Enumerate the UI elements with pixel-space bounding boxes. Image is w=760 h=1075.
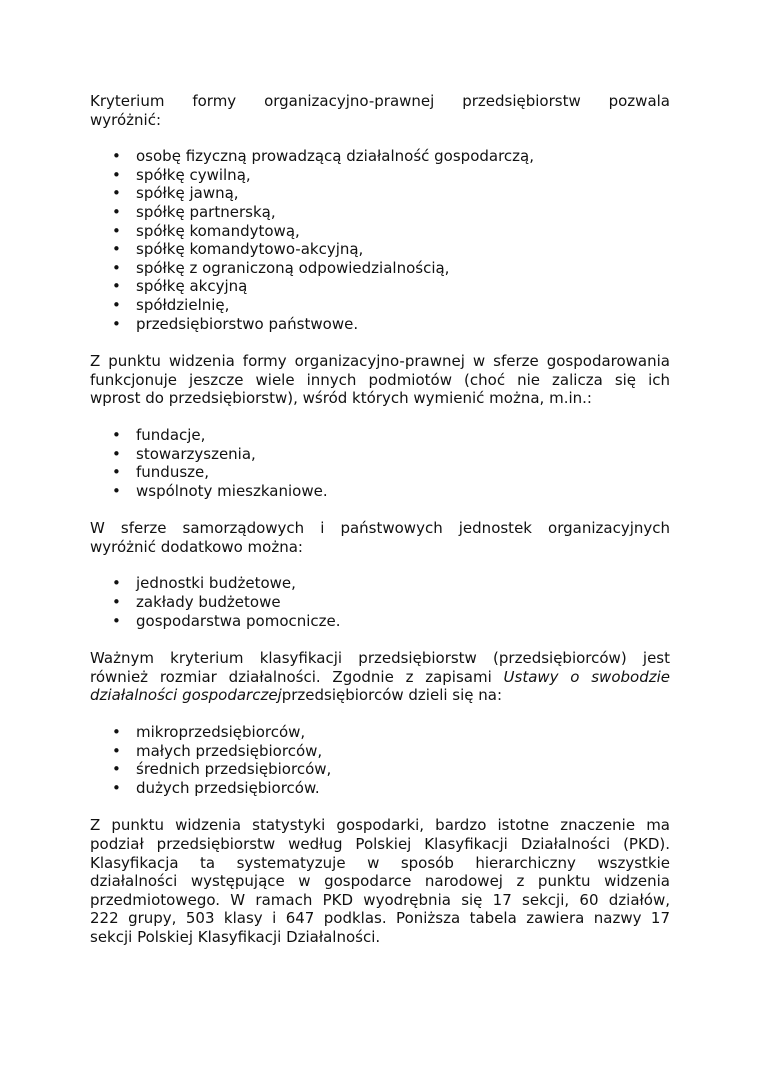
bullet-icon: •: [112, 314, 121, 333]
list-item-text: wspólnoty mieszkaniowe.: [136, 481, 328, 500]
bullet-icon: •: [112, 277, 121, 296]
list-item: [90, 277, 670, 296]
list-item: [90, 203, 670, 222]
list-item-text: zakłady budżetowe: [136, 593, 281, 612]
text-line: Klasyfikacja ta systematyzuje w sposób hierarchiczny wszystkie: [90, 853, 670, 872]
paragraph-legal-form-intro: [90, 92, 670, 129]
list-item: [90, 742, 670, 761]
paragraph-size-criterion: [90, 649, 670, 705]
text-line: funkcjonuje jeszcze wiele innych podmiotów (choć nie zalicza się ich: [90, 370, 670, 389]
list-item: [90, 259, 670, 278]
list-item-text: średnich przedsiębiorców,: [136, 760, 332, 779]
list-enterprise-sizes: [90, 723, 670, 797]
list-item-text: przedsiębiorstwo państwowe.: [136, 314, 359, 333]
list-item-text: spółkę komandytowo-akcyjną,: [136, 240, 364, 259]
list-item-text: fundacje,: [136, 425, 206, 444]
bullet-icon: •: [112, 425, 121, 444]
list-item: [90, 463, 670, 482]
list-item-text: fundusze,: [136, 463, 210, 482]
list-item-text: spółkę z ograniczoną odpowiedzialnością,: [136, 258, 450, 277]
bullet-icon: •: [112, 463, 121, 482]
text-line: Z punktu widzenia formy organizacyjno-prawnej w sferze gospodarowania: [90, 352, 670, 371]
list-item: [90, 184, 670, 203]
list-item-text: jednostki budżetowe,: [136, 574, 296, 593]
paragraph-other-entities: [90, 352, 670, 408]
bullet-icon: •: [112, 611, 121, 630]
bullet-icon: •: [112, 723, 121, 742]
text-run: również rozmiar działalności. Zgodnie z zapisami: [90, 667, 504, 686]
list-item: [90, 445, 670, 464]
list-item: [90, 240, 670, 259]
list-item: [90, 779, 670, 798]
list-item: [90, 315, 670, 334]
text-line: sekcji Polskiej Klasyfikacji Działalności.: [90, 927, 381, 946]
text-line: [90, 668, 670, 687]
list-item-text: dużych przedsiębiorców.: [136, 778, 320, 797]
bullet-icon: •: [112, 240, 121, 259]
list-item-text: spółkę cywilną,: [136, 165, 251, 184]
text-line: wprost do przedsiębiorstw), wśród których wymienić można, m.in.:: [90, 389, 592, 408]
list-item: [90, 612, 670, 631]
text-line: Z punktu widzenia statystyki gospodarki, bardzo istotne znaczenie ma: [90, 816, 670, 835]
text-line: przedmiotowego. W ramach PKD wyodrębnia się 17 sekcji, 60 działów,: [90, 890, 670, 909]
bullet-icon: •: [112, 258, 121, 277]
list-item-text: stowarzyszenia,: [136, 444, 256, 463]
list-item: [90, 426, 670, 445]
bullet-icon: •: [112, 778, 121, 797]
list-legal-forms: [90, 147, 670, 333]
list-item-text: małych przedsiębiorców,: [136, 741, 323, 760]
bullet-icon: •: [112, 593, 121, 612]
list-item-text: spółkę akcyjną: [136, 277, 248, 296]
bullet-icon: •: [112, 481, 121, 500]
list-item-text: spółdzielnię,: [136, 295, 230, 314]
text-run: przedsiębiorców dzieli się na:: [281, 686, 503, 705]
bullet-icon: •: [112, 760, 121, 779]
list-item: [90, 593, 670, 612]
text-line: działalności występujące w gospodarce narodowej z punktu widzenia: [90, 872, 670, 891]
list-other-entities: [90, 426, 670, 500]
bullet-icon: •: [112, 295, 121, 314]
text-line: 222 grupy, 503 klasy i 647 podklas. Poniższa tabela zawiera nazwy 17: [90, 909, 670, 928]
document-page: [90, 92, 670, 947]
text-line: wyróżnić:: [90, 110, 162, 129]
paragraph-public-units: [90, 519, 670, 556]
act-title-italic: działalności gospodarczej: [90, 686, 282, 705]
list-item-text: osobę fizyczną prowadzącą działalność gospodarczą,: [136, 147, 534, 166]
list-item-text: mikroprzedsiębiorców,: [136, 723, 306, 742]
text-line: podział przedsiębiorstw według Polskiej Klasyfikacji Działalności (PKD).: [90, 835, 670, 853]
list-item-text: gospodarstwa pomocnicze.: [136, 611, 341, 630]
list-item: [90, 723, 670, 742]
bullet-icon: •: [112, 444, 121, 463]
list-item-text: spółkę komandytową,: [136, 221, 300, 240]
bullet-icon: •: [112, 165, 121, 184]
bullet-icon: •: [112, 221, 121, 240]
list-item-text: spółkę jawną,: [136, 184, 239, 203]
list-item: [90, 147, 670, 166]
bullet-icon: •: [112, 741, 121, 760]
bullet-icon: •: [112, 574, 121, 593]
bullet-icon: •: [112, 147, 121, 166]
list-item: [90, 574, 670, 593]
text-line: [90, 686, 670, 705]
list-item: [90, 222, 670, 241]
text-line: wyróżnić dodatkowo można:: [90, 537, 303, 556]
list-item: [90, 760, 670, 779]
list-item-text: spółkę partnerską,: [136, 202, 276, 221]
list-public-units: [90, 574, 670, 630]
list-item: [90, 296, 670, 315]
text-line: W sferze samorządowych i państwowych jednostek organizacyjnych: [90, 519, 670, 538]
bullet-icon: •: [112, 184, 121, 203]
text-line: Ważnym kryterium klasyfikacji przedsiębiorstw (przedsiębiorców) jest: [90, 649, 670, 668]
list-item: [90, 482, 670, 501]
act-title-italic: Ustawy o swobodzie: [503, 667, 670, 686]
list-item: [90, 166, 670, 185]
text-line: Kryterium formy organizacyjno-prawnej przedsiębiorstw pozwala: [90, 92, 670, 110]
paragraph-pkd-classification: [90, 816, 670, 946]
bullet-icon: •: [112, 202, 121, 221]
